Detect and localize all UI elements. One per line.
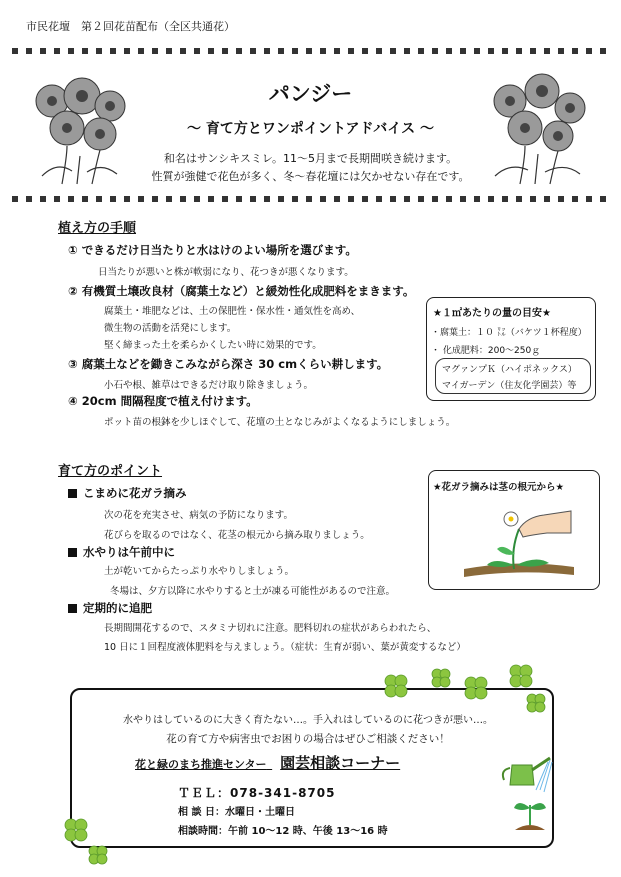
step-note: 腐葉土・堆肥などは、土の保肥性・保水性・通気性を高め、 — [104, 306, 361, 317]
consultation-org — [135, 752, 400, 773]
tip-note: 土が乾いてからたっぷり水やりしましょう。 — [104, 566, 295, 577]
tip-note: 長期間開花するので、スタミナ切れに注意。肥料切れの症状があらわれたら、 — [104, 623, 437, 634]
days-value: 水曜日・土曜日 — [224, 807, 295, 818]
step-text: 有機質土壌改良材（腐葉土など）と緩効性化成肥料をまきます。 — [81, 284, 415, 298]
hours-label: 相談時間： — [178, 826, 228, 837]
square-bullet-icon — [68, 489, 77, 498]
step-1 — [68, 242, 357, 258]
page-title: パンジー — [268, 82, 353, 106]
amount-line: ・ 化成肥料：200～250ｇ — [431, 346, 541, 356]
tip-note: 次の花を充実させ、病気の予防になります。 — [104, 510, 293, 521]
step-note: ポット苗の根鉢を少しほぐして、花壇の土となじみがよくなるようにしましょう。 — [104, 417, 456, 428]
tip-note: 10 日に１回程度液体肥料を与えましょう。（症状：生育が弱い、葉が黄変するなど） — [104, 642, 466, 653]
tip-title: 定期的に追肥 — [83, 601, 152, 615]
step-note: 日当たりが悪いと株が軟弱になり、花つきが悪くなります。 — [98, 267, 354, 278]
step-number: ④ — [68, 394, 78, 408]
org-name: 花と緑のまち推進センター — [135, 758, 267, 771]
step-number: ① — [68, 243, 78, 257]
amount-guide-box — [426, 297, 596, 401]
tel-number: 078-341-8705 — [230, 786, 336, 800]
step-text: 20cm 間隔程度で植え付けます。 — [81, 394, 258, 408]
step-3 — [68, 356, 388, 372]
page-subtitle: ～ 育て方とワンポイントアドバイス ～ — [187, 121, 434, 137]
step-text: 腐葉土などを鋤きこみながら深さ 30 cmくらい耕します。 — [81, 357, 389, 371]
tip-1 — [68, 485, 187, 501]
tip-note: 冬場は、夕方以降に水やりすると土が凍る可能性があるので注意。 — [110, 586, 396, 597]
hand-picking-flower-illustration — [459, 499, 579, 581]
days-row — [178, 803, 295, 818]
days-label: 相 談 日： — [178, 807, 225, 818]
deadheading-title: ★花ガラ摘みは茎の根元から★ — [433, 482, 565, 493]
tip-title: 水やりは午前中に — [83, 545, 175, 559]
top-dotted-divider — [12, 48, 612, 54]
amount-line: ・腐葉土：１０ ㍑（バケツ１杯程度） — [431, 328, 587, 338]
fertilizer-example: マグァンプＫ（ハイポネックス） — [442, 365, 577, 375]
amount-guide-title: ★１㎡あたりの量の目安★ — [433, 308, 551, 319]
consultation-line: 水やりはしているのに大きく育たない…。手入れはしているのに花つきが悪い…。 — [123, 715, 493, 726]
consultation-line: 花の育て方や病害虫でお困りの場合はぜひご相談ください！ — [166, 733, 450, 745]
deadheading-box — [428, 470, 600, 590]
clover-decoration-bottom-left — [58, 800, 118, 870]
step-text: できるだけ日当たりと水はけのよい場所を選びます。 — [81, 243, 357, 257]
square-bullet-icon — [68, 604, 77, 613]
fertilizer-examples-bracket — [435, 358, 591, 394]
step-number: ③ — [68, 357, 78, 371]
intro-line: 性質が強健で花色が多く、冬～春花壇には欠かせない存在です。 — [151, 170, 470, 183]
tip-note: 花びらを取るのではなく、花茎の根元から摘み取りましょう。 — [104, 530, 370, 541]
hours-value: 午前 10～12 時、午後 13～16 時 — [228, 826, 388, 837]
planting-heading: 植え方の手順 — [58, 221, 137, 236]
clover-decoration-top — [356, 658, 556, 718]
hours-row — [178, 822, 388, 837]
intro-line: 和名はサンシキスミレ。11～5月まで長期間咲き続けます。 — [163, 152, 458, 165]
page-header: 市民花壇 第２回花苗配布（全区共通花） — [26, 20, 235, 33]
watering-can-and-sprout-illustration — [490, 750, 570, 845]
fertilizer-example: マイガーデン（住友化学園芸）等 — [442, 381, 577, 391]
step-note: 堅く締まった土を柔らかくしたい時に効果的です。 — [104, 340, 322, 351]
square-bullet-icon — [68, 548, 77, 557]
telephone-row — [178, 784, 335, 801]
corner-name: 園芸相談コーナー — [280, 754, 401, 772]
step-number: ② — [68, 284, 78, 298]
tip-3 — [68, 600, 152, 616]
step-note: 微生物の活動を活発にします。 — [104, 323, 237, 334]
bottom-dotted-divider — [12, 196, 612, 202]
tip-title: こまめに花ガラ摘み — [83, 486, 187, 500]
step-note: 小石や根、雑草はできるだけ取り除きましょう。 — [104, 380, 314, 391]
tips-heading: 育て方のポイント — [58, 464, 163, 479]
step-2 — [68, 283, 414, 299]
tel-label: ＴＥＬ： — [178, 786, 231, 800]
tip-2 — [68, 544, 175, 560]
step-4 — [68, 393, 258, 409]
